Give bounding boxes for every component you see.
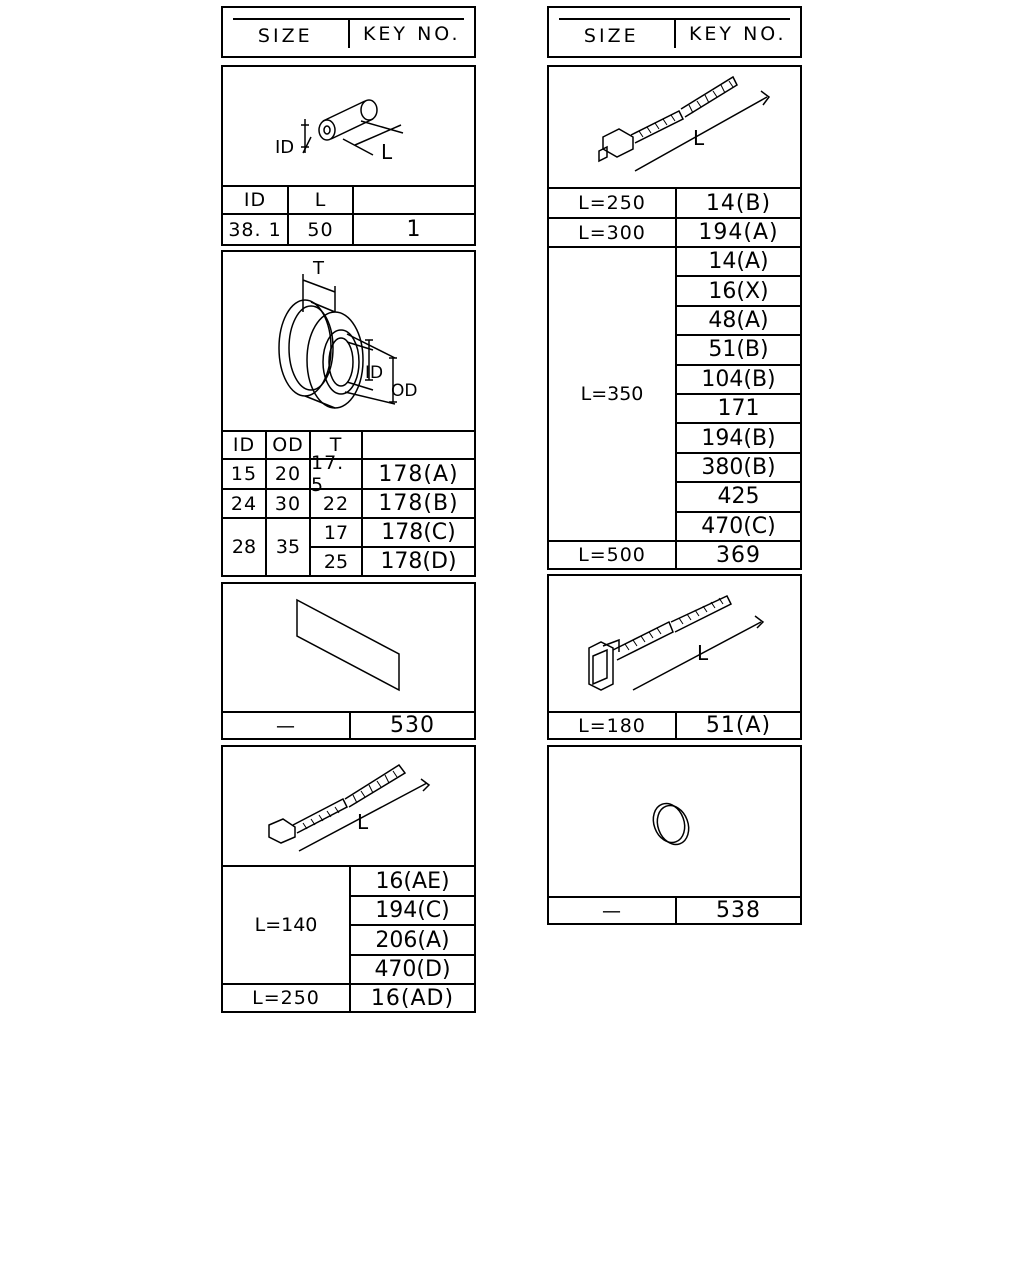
table-row — [223, 213, 474, 244]
tie-small-key: 16(AE) — [349, 865, 474, 895]
tie-long-key: 470(C) — [675, 511, 800, 540]
tube-col-l: L — [287, 187, 352, 213]
grommet-id: 24 — [230, 492, 258, 515]
tube-panel — [221, 65, 476, 246]
grommet-col-od: OD — [265, 432, 309, 458]
grommet-od: 30 — [265, 490, 309, 517]
tube-col-id: ID — [243, 189, 267, 211]
header-left — [221, 6, 476, 58]
tie-clip-panel — [547, 574, 802, 740]
tie-small-key: 470(D) — [349, 954, 474, 983]
grommet-dim-id-label: ID — [365, 363, 384, 383]
plug-panel — [547, 745, 802, 925]
header-right — [547, 6, 802, 58]
tie-long-key: 16(X) — [675, 275, 800, 304]
tie-small-panel — [221, 745, 476, 1013]
tie-long-dim-l-label: L — [693, 126, 705, 150]
tube-val-l: 50 — [287, 215, 352, 244]
table-row — [549, 187, 800, 217]
grommet-t: 25 — [309, 546, 361, 575]
tie-long-key: 14(B) — [675, 189, 800, 217]
tie-long-size: L=500 — [578, 544, 646, 566]
table-row — [549, 711, 800, 738]
tie-clip-dim-l-label: L — [697, 641, 709, 665]
tie-long-key: 369 — [675, 542, 800, 568]
tube-col-key — [352, 187, 474, 213]
grommet-key: 178(A) — [361, 460, 474, 488]
grommet-t: 22 — [309, 490, 361, 517]
tube-drawing — [223, 67, 474, 185]
grommet-t: 17 — [309, 517, 361, 546]
header-key-label: KEY NO. — [348, 20, 475, 48]
table-row — [549, 540, 800, 568]
table-row — [549, 896, 800, 923]
header-size-label: SIZE — [583, 25, 639, 47]
cable-tie-drawing — [549, 67, 800, 187]
table-row — [549, 217, 800, 246]
tube-col-header-row — [223, 185, 474, 213]
tie-long-key: 104(B) — [675, 364, 800, 393]
grommet-panel — [221, 250, 476, 577]
grommet-id: 28 — [223, 517, 265, 575]
grommet-dim-od-label: OD — [391, 381, 418, 401]
grommet-col-t: T — [309, 432, 361, 458]
tube-dim-l-label: L — [381, 140, 393, 164]
tie-long-size: L=300 — [578, 221, 646, 244]
plug-drawing — [549, 747, 800, 896]
tape-panel — [221, 582, 476, 740]
plug-size: — — [602, 899, 622, 922]
header-key-label: KEY NO. — [674, 20, 801, 48]
tie-clip-key: 51(A) — [675, 713, 800, 738]
header-size-label: SIZE — [257, 25, 313, 47]
grommet-key: 178(D) — [361, 546, 474, 575]
tie-long-key: 194(A) — [675, 219, 800, 246]
tie-small-group-size: L=140 — [223, 865, 349, 983]
tie-small-size: L=250 — [252, 987, 320, 1009]
tie-long-key: 14(A) — [675, 246, 800, 275]
clip-tie-drawing — [549, 576, 800, 711]
grommet-col-key — [361, 432, 474, 458]
tie-long-group-size: L=350 — [549, 246, 675, 540]
tie-long-key: 380(B) — [675, 452, 800, 481]
grommet-t: 17. 5 — [309, 460, 361, 488]
tube-dim-id-label: ID — [275, 137, 295, 158]
grommet-key: 178(B) — [361, 490, 474, 517]
tie-long-key: 51(B) — [675, 334, 800, 363]
tape-size: — — [276, 714, 296, 737]
table-row — [223, 711, 474, 738]
grommet-od: 20 — [265, 460, 309, 488]
tie-small-key: 194(C) — [349, 895, 474, 924]
tie-small-key: 206(A) — [349, 924, 474, 954]
tape-drawing — [223, 584, 474, 711]
tie-long-key: 194(B) — [675, 422, 800, 451]
tie-long-key: 171 — [675, 393, 800, 422]
grommet-key: 178(C) — [361, 517, 474, 546]
cable-tie-drawing — [223, 747, 474, 865]
table-row — [223, 488, 474, 517]
tape-key: 530 — [349, 713, 474, 738]
tie-long-size: L=250 — [578, 192, 646, 214]
grommet-drawing — [223, 252, 474, 430]
tie-long-group-keys — [675, 246, 800, 540]
tie-clip-size: L=180 — [578, 714, 646, 737]
table-row — [223, 983, 474, 1011]
tube-val-id: 38. 1 — [228, 218, 282, 241]
table-row — [223, 452, 474, 496]
plug-key: 538 — [675, 898, 800, 923]
grommet-od: 35 — [265, 517, 309, 575]
tie-long-key: 48(A) — [675, 305, 800, 334]
tube-key: 1 — [352, 215, 474, 244]
grommet-id: 15 — [230, 463, 258, 485]
tie-small-dim-l-label: L — [357, 810, 369, 834]
grommet-col-id: ID — [232, 434, 256, 456]
grommet-dim-t-label: T — [313, 258, 324, 279]
tie-long-panel — [547, 65, 802, 570]
tie-long-key: 425 — [675, 481, 800, 510]
tie-small-key: 16(AD) — [349, 985, 474, 1011]
